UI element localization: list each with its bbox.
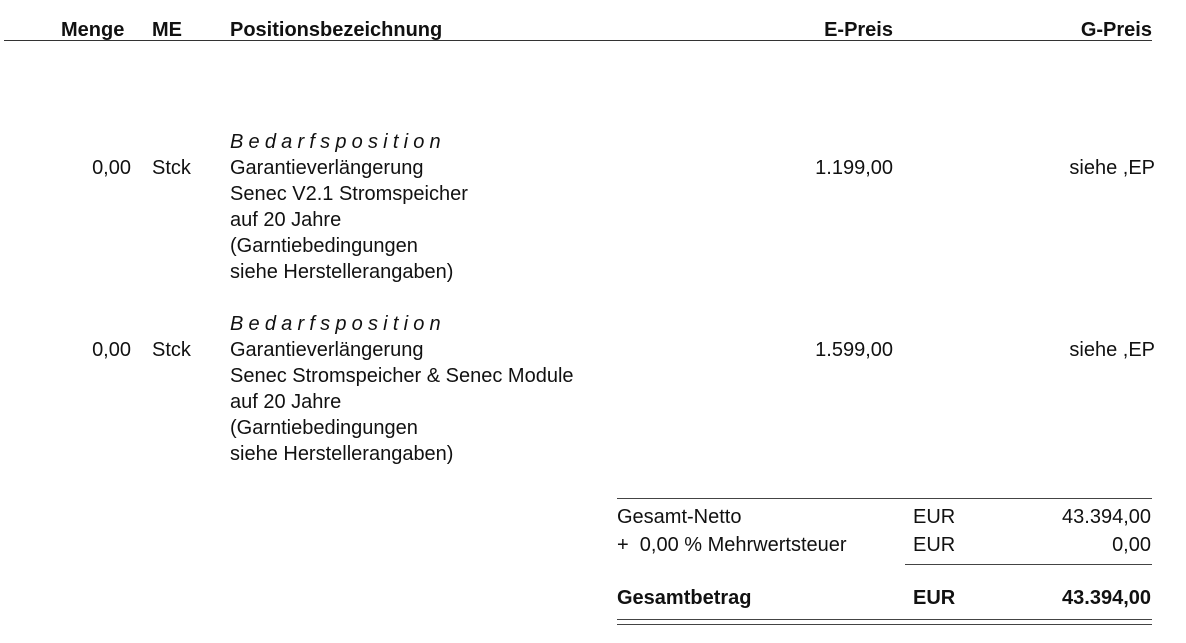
description-line: auf 20 Jahre xyxy=(230,209,342,231)
position-menge: 0,00 xyxy=(92,339,131,361)
subtotal-divider xyxy=(905,564,1152,565)
description-line: siehe Herstellerangaben) xyxy=(230,443,454,465)
total-double-underline-2 xyxy=(617,624,1152,625)
mwst-label: + 0,00 % Mehrwertsteuer xyxy=(617,534,847,556)
totals-top-divider xyxy=(617,498,1152,499)
position-epreis: 1.199,00 xyxy=(815,157,893,179)
description-line: Garantieverlängerung xyxy=(230,157,424,179)
position-gpreis: siehe ,EP xyxy=(1069,339,1155,361)
column-header-menge: Menge xyxy=(61,19,125,41)
total-double-underline-1 xyxy=(617,619,1152,620)
position-menge: 0,00 xyxy=(92,157,131,179)
netto-value: 43.394,00 xyxy=(1062,506,1151,528)
position-description xyxy=(230,337,574,467)
position-me: Stck xyxy=(152,157,191,179)
position-epreis: 1.599,00 xyxy=(815,339,893,361)
column-header-me: ME xyxy=(152,19,182,41)
position-gpreis: siehe ,EP xyxy=(1069,157,1155,179)
netto-label: Gesamt-Netto xyxy=(617,506,742,528)
gesamt-currency: EUR xyxy=(913,587,956,609)
netto-currency: EUR xyxy=(913,506,956,528)
position-tag: Bedarfsposition xyxy=(230,313,446,335)
description-line: (Garntiebedingungen xyxy=(230,235,418,257)
gesamt-label: Gesamtbetrag xyxy=(617,587,752,609)
mwst-currency: EUR xyxy=(913,534,956,556)
position-tag: Bedarfsposition xyxy=(230,131,446,153)
description-line: siehe Herstellerangaben) xyxy=(230,261,454,283)
column-header-epreis: E-Preis xyxy=(824,19,893,41)
description-line: Senec Stromspeicher & Senec Module xyxy=(230,365,574,387)
mwst-value: 0,00 xyxy=(1112,534,1151,556)
description-line: Garantieverlängerung xyxy=(230,339,424,361)
position-description xyxy=(230,155,468,285)
position-me: Stck xyxy=(152,339,191,361)
gesamt-value: 43.394,00 xyxy=(1062,587,1151,609)
description-line: Senec V2.1 Stromspeicher xyxy=(230,183,468,205)
description-line: (Garntiebedingungen xyxy=(230,417,418,439)
column-header-bezeichnung: Positionsbezeichnung xyxy=(230,19,443,41)
header-divider xyxy=(4,40,1152,41)
column-header-gpreis: G-Preis xyxy=(1080,19,1152,41)
description-line: auf 20 Jahre xyxy=(230,391,342,413)
